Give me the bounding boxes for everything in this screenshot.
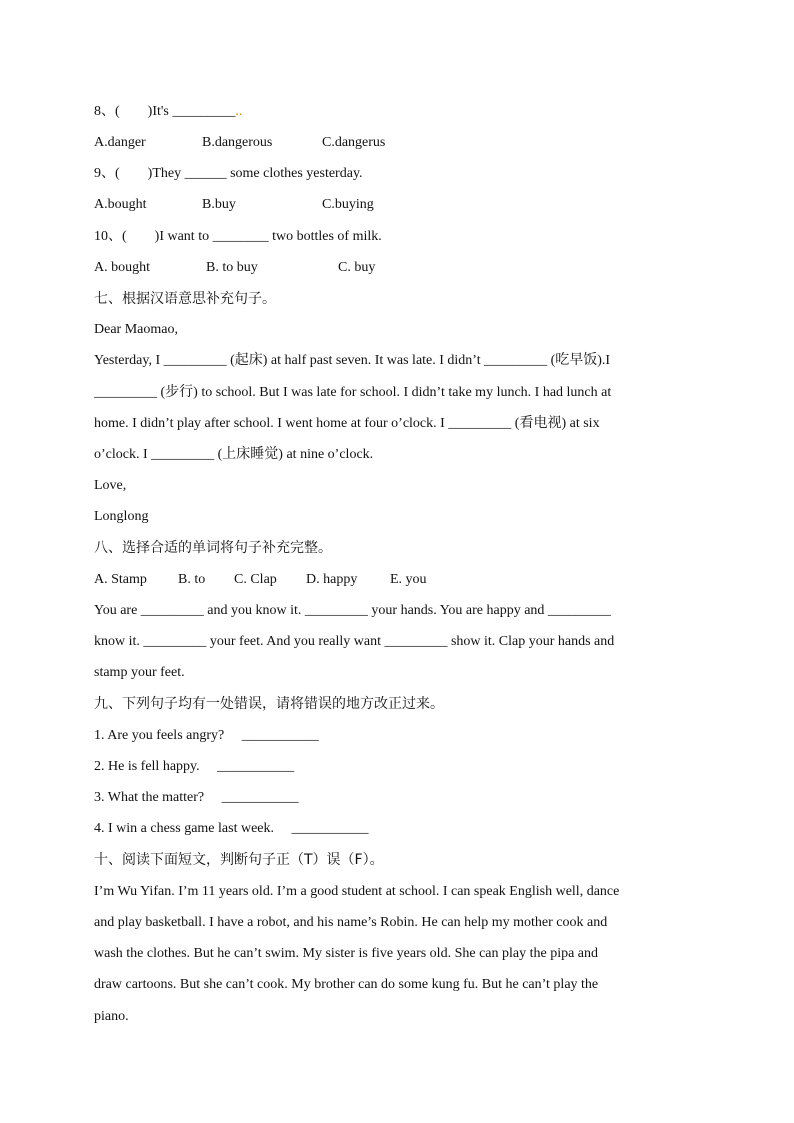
word-option: C. Clap	[234, 572, 277, 587]
passage-line: I’m Wu Yifan. I’m 11 years old. I’m a good student at school. I can speak English well, dance	[94, 884, 620, 899]
option-a: A.bought	[94, 197, 147, 212]
letter-closing: Love,	[94, 478, 127, 493]
word-option: E. you	[390, 572, 427, 587]
option-a: A. bought	[94, 260, 150, 275]
question-8	[94, 103, 242, 121]
question-8-text: 8、( )It's _________	[94, 104, 236, 119]
song-line: stamp your feet.	[94, 665, 185, 680]
question-10	[94, 228, 382, 246]
passage-line: and play basketball. I have a robot, and his name’s Robin. He can help my mother cook and	[94, 915, 608, 930]
passage-line: piano.	[94, 1009, 129, 1024]
word-option: B. to	[178, 572, 206, 587]
letter-signature: Longlong	[94, 509, 149, 524]
question-9	[94, 165, 363, 183]
letter-line: home. I didn’t play after school. I went home at four o’clock. I _________ (看电视) at six	[94, 416, 600, 431]
letter-greeting: Dear Maomao,	[94, 322, 178, 337]
option-a: A.danger	[94, 135, 146, 150]
question-10-options	[94, 259, 375, 277]
correction-item: 3. What the matter? ___________	[94, 790, 299, 805]
song-line: know it. _________ your feet. And you really want _________ show it. Clap your hands and	[94, 634, 615, 649]
word-option: A. Stamp	[94, 572, 147, 587]
question-9-text: 9、( )They ______ some clothes yesterday.	[94, 166, 363, 181]
question-9-options	[94, 196, 374, 214]
option-b: B.buy	[202, 197, 236, 212]
question-8-options	[94, 134, 385, 152]
word-option: D. happy	[306, 572, 358, 587]
option-c: C. buy	[338, 260, 376, 275]
song-line: You are _________ and you know it. _________ your hands. You are happy and _________	[94, 603, 611, 618]
option-b: B. to buy	[206, 260, 258, 275]
section-9-heading: 九、下列句子均有一处错误，请将错误的地方改正过来。	[94, 696, 444, 712]
option-c: C.buying	[322, 197, 374, 212]
letter-line: Yesterday, I _________ (起床) at half past seven. It was late. I didn’t _________ (吃早饭).I	[94, 353, 611, 368]
option-b: B.dangerous	[202, 135, 273, 150]
passage-line: draw cartoons. But she can’t cook. My brother can do some kung fu. But he can’t play the	[94, 977, 599, 992]
correction-item: 1. Are you feels angry? ___________	[94, 728, 319, 743]
question-8-dots: ..	[235, 104, 243, 119]
section-7-heading: 七、根据汉语意思补充句子。	[94, 291, 276, 307]
correction-item: 2. He is fell happy. ___________	[94, 759, 295, 774]
question-10-text: 10、( )I want to ________ two bottles of milk.	[94, 229, 382, 244]
letter-line: _________ (步行) to school. But I was late for school. I didn’t take my lunch. I had lunch at	[94, 385, 612, 400]
passage-line: wash the clothes. But he can’t swim. My sister is five years old. She can play the pipa and	[94, 946, 599, 961]
option-c: C.dangerus	[322, 135, 386, 150]
correction-item: 4. I win a chess game last week. ___________	[94, 821, 369, 836]
section-8-word-bank	[94, 571, 427, 589]
section-10-heading: 十、阅读下面短文，判断句子正（T）误（F）。	[94, 852, 384, 868]
section-8-heading: 八、选择合适的单词将句子补充完整。	[94, 540, 332, 556]
letter-line: o’clock. I _________ (上床睡觉) at nine o’clock.	[94, 447, 374, 462]
